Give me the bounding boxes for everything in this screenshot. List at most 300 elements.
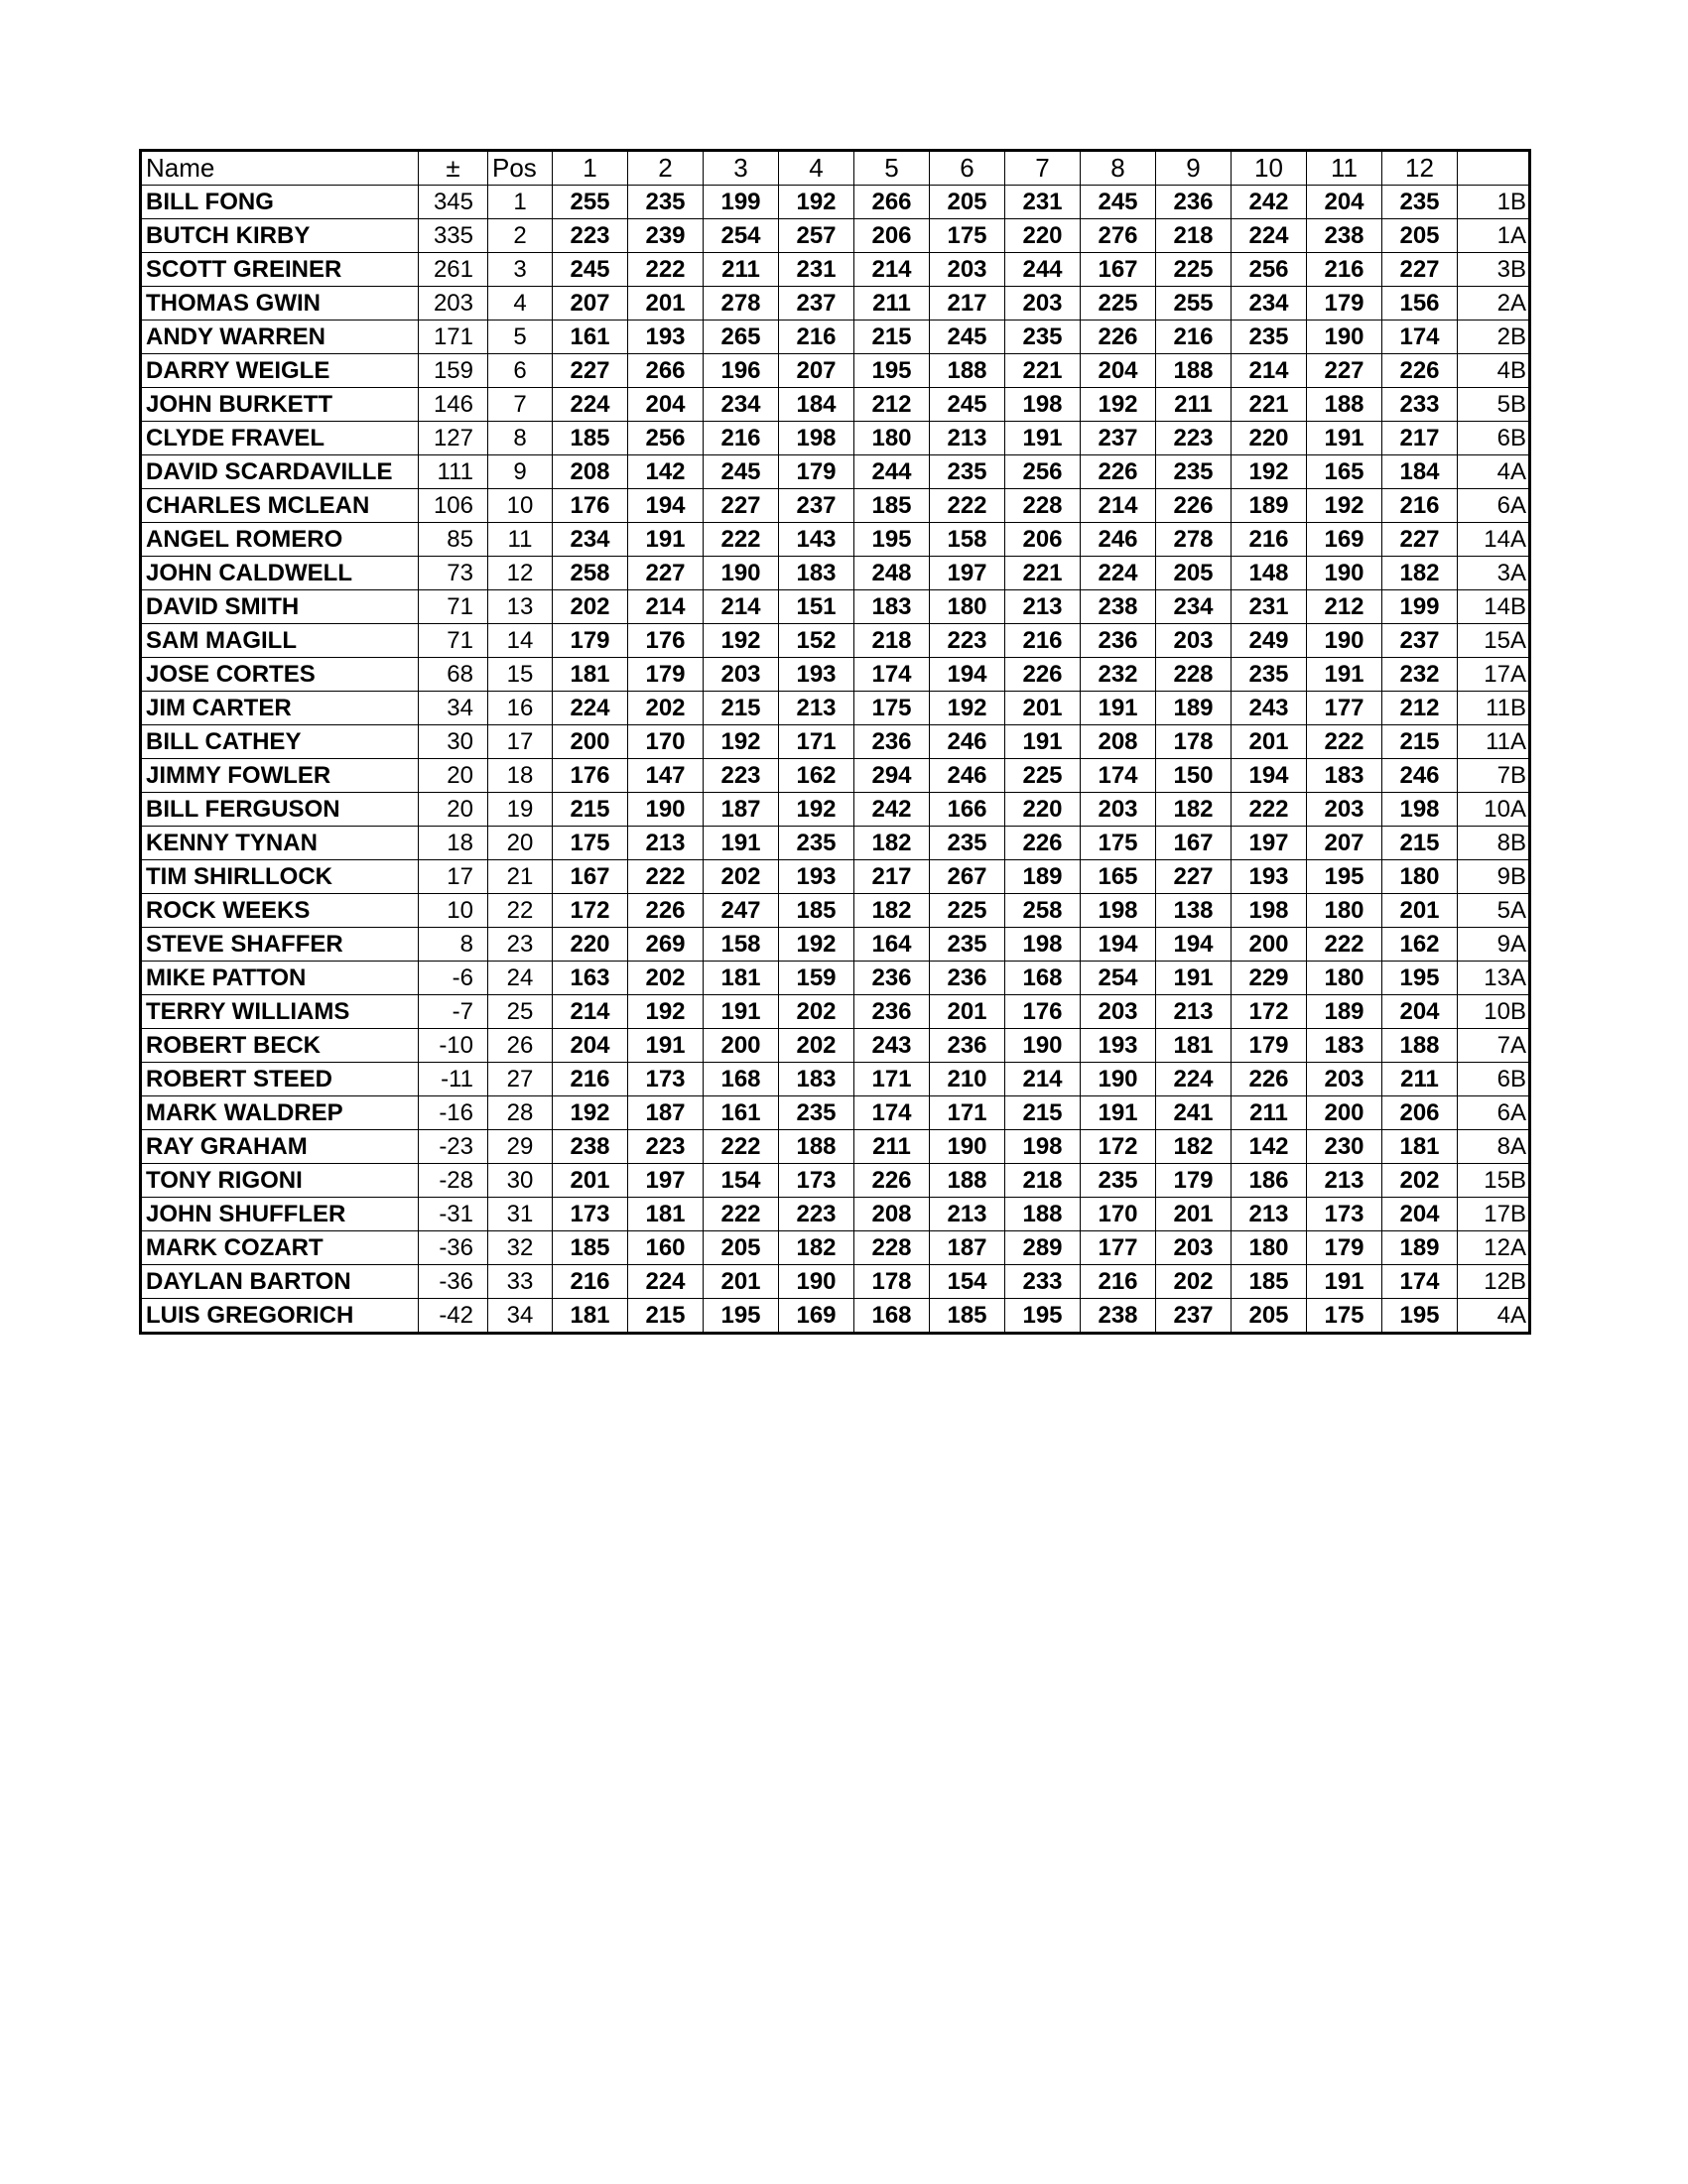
position-value: 17 [488,725,553,759]
plus-minus-value: 20 [419,759,488,793]
game-score: 246 [930,725,1005,759]
game-score: 222 [628,860,704,894]
game-score: 231 [779,253,854,287]
game-score: 245 [1081,186,1156,219]
game-score: 180 [854,422,930,455]
game-score: 226 [1005,658,1081,692]
game-score: 168 [1005,962,1081,995]
table-row [141,489,1530,523]
game-score: 200 [704,1029,779,1063]
game-score: 208 [553,455,628,489]
plus-minus-value: 30 [419,725,488,759]
lane-value: 3B [1458,253,1530,287]
game-score: 193 [779,658,854,692]
game-score: 158 [930,523,1005,557]
header-game-4: 4 [779,151,854,186]
game-score: 184 [779,388,854,422]
game-score: 189 [1005,860,1081,894]
game-score: 197 [1232,827,1307,860]
game-score: 201 [628,287,704,321]
plus-minus-value: 159 [419,354,488,388]
game-score: 235 [628,186,704,219]
game-score: 234 [704,388,779,422]
game-score: 218 [854,624,930,658]
game-score: 222 [1307,928,1382,962]
game-score: 191 [628,1029,704,1063]
header-game-10: 10 [1232,151,1307,186]
game-score: 225 [1005,759,1081,793]
bowler-name: LUIS GREGORICH [141,1299,419,1334]
plus-minus-value: 73 [419,557,488,590]
game-score: 214 [1081,489,1156,523]
game-score: 167 [1081,253,1156,287]
table-row [141,287,1530,321]
game-score: 206 [1005,523,1081,557]
game-score: 179 [553,624,628,658]
game-score: 241 [1156,1096,1232,1130]
bowler-name: ROBERT STEED [141,1063,419,1096]
header-game-1: 1 [553,151,628,186]
game-score: 217 [930,287,1005,321]
game-score: 216 [553,1265,628,1299]
game-score: 212 [854,388,930,422]
game-score: 220 [1005,793,1081,827]
game-score: 214 [628,590,704,624]
position-value: 5 [488,321,553,354]
game-score: 175 [1081,827,1156,860]
game-score: 223 [628,1130,704,1164]
game-score: 235 [779,1096,854,1130]
game-score: 238 [1307,219,1382,253]
game-score: 220 [553,928,628,962]
game-score: 195 [704,1299,779,1334]
game-score: 222 [1307,725,1382,759]
header-row [141,151,1530,186]
game-score: 188 [1156,354,1232,388]
game-score: 237 [1081,422,1156,455]
lane-value: 6A [1458,1096,1530,1130]
game-score: 216 [1307,253,1382,287]
bowler-name: SAM MAGILL [141,624,419,658]
plus-minus-value: 261 [419,253,488,287]
game-score: 211 [704,253,779,287]
table-row [141,793,1530,827]
game-score: 190 [1005,1029,1081,1063]
game-score: 197 [930,557,1005,590]
game-score: 192 [704,725,779,759]
position-value: 4 [488,287,553,321]
game-score: 192 [1232,455,1307,489]
game-score: 154 [704,1164,779,1198]
lane-value: 5B [1458,388,1530,422]
game-score: 222 [930,489,1005,523]
table-row [141,321,1530,354]
game-score: 216 [1382,489,1458,523]
game-score: 201 [704,1265,779,1299]
game-score: 213 [628,827,704,860]
game-score: 238 [1081,590,1156,624]
game-score: 223 [704,759,779,793]
lane-value: 5A [1458,894,1530,928]
game-score: 232 [1081,658,1156,692]
game-score: 212 [1307,590,1382,624]
game-score: 214 [704,590,779,624]
game-score: 191 [1081,692,1156,725]
game-score: 185 [854,489,930,523]
game-score: 231 [1005,186,1081,219]
plus-minus-value: 18 [419,827,488,860]
game-score: 169 [779,1299,854,1334]
lane-value: 10A [1458,793,1530,827]
game-score: 194 [1232,759,1307,793]
table-row [141,725,1530,759]
position-value: 21 [488,860,553,894]
game-score: 236 [1081,624,1156,658]
game-score: 248 [854,557,930,590]
game-score: 245 [553,253,628,287]
game-score: 198 [1081,894,1156,928]
header-game-9: 9 [1156,151,1232,186]
bowler-name: ROCK WEEKS [141,894,419,928]
game-score: 278 [704,287,779,321]
plus-minus-value: -16 [419,1096,488,1130]
game-score: 227 [1382,523,1458,557]
game-score: 196 [704,354,779,388]
table-row [141,1231,1530,1265]
game-score: 190 [1307,624,1382,658]
position-value: 19 [488,793,553,827]
game-score: 203 [1156,624,1232,658]
plus-minus-value: 34 [419,692,488,725]
position-value: 8 [488,422,553,455]
lane-value: 7A [1458,1029,1530,1063]
game-score: 214 [553,995,628,1029]
game-score: 256 [1005,455,1081,489]
game-score: 168 [854,1299,930,1334]
bowler-name: JIMMY FOWLER [141,759,419,793]
game-score: 192 [1307,489,1382,523]
game-score: 171 [854,1063,930,1096]
game-score: 192 [553,1096,628,1130]
lane-value: 12A [1458,1231,1530,1265]
bowler-name: DAVID SCARDAVILLE [141,455,419,489]
game-score: 201 [553,1164,628,1198]
game-score: 179 [1232,1029,1307,1063]
game-score: 234 [1156,590,1232,624]
game-score: 222 [1232,793,1307,827]
plus-minus-value: -23 [419,1130,488,1164]
game-score: 190 [1081,1063,1156,1096]
game-score: 171 [930,1096,1005,1130]
game-score: 151 [779,590,854,624]
bowler-name: CHARLES MCLEAN [141,489,419,523]
plus-minus-value: 171 [419,321,488,354]
position-value: 14 [488,624,553,658]
game-score: 190 [628,793,704,827]
table-row [141,962,1530,995]
table-row [141,692,1530,725]
game-score: 229 [1232,962,1307,995]
game-score: 198 [779,422,854,455]
game-score: 180 [930,590,1005,624]
position-value: 18 [488,759,553,793]
game-score: 195 [854,523,930,557]
game-score: 182 [854,827,930,860]
game-score: 205 [704,1231,779,1265]
game-score: 190 [704,557,779,590]
lane-value: 12B [1458,1265,1530,1299]
game-score: 235 [1232,658,1307,692]
game-score: 150 [1156,759,1232,793]
game-score: 216 [704,422,779,455]
game-score: 173 [1307,1198,1382,1231]
game-score: 226 [1382,354,1458,388]
game-score: 192 [779,793,854,827]
header-lane [1458,151,1530,186]
game-score: 198 [1005,1130,1081,1164]
game-score: 265 [704,321,779,354]
game-score: 191 [1005,725,1081,759]
game-score: 242 [854,793,930,827]
game-score: 180 [1307,962,1382,995]
game-score: 266 [628,354,704,388]
lane-value: 1A [1458,219,1530,253]
game-score: 215 [1382,725,1458,759]
game-score: 218 [1005,1164,1081,1198]
game-score: 175 [854,692,930,725]
game-score: 201 [1156,1198,1232,1231]
game-score: 204 [1382,1198,1458,1231]
bowler-name: SCOTT GREINER [141,253,419,287]
table-row [141,928,1530,962]
table-row [141,1096,1530,1130]
game-score: 207 [553,287,628,321]
plus-minus-value: -36 [419,1231,488,1265]
game-score: 222 [704,523,779,557]
game-score: 226 [854,1164,930,1198]
game-score: 228 [1156,658,1232,692]
game-score: 198 [1005,388,1081,422]
game-score: 235 [779,827,854,860]
game-score: 233 [1382,388,1458,422]
plus-minus-value: 71 [419,590,488,624]
game-score: 193 [779,860,854,894]
game-score: 205 [930,186,1005,219]
game-score: 172 [1232,995,1307,1029]
game-score: 222 [704,1130,779,1164]
game-score: 190 [1307,321,1382,354]
position-value: 32 [488,1231,553,1265]
game-score: 227 [704,489,779,523]
game-score: 224 [553,388,628,422]
game-score: 235 [930,928,1005,962]
position-value: 26 [488,1029,553,1063]
position-value: 9 [488,455,553,489]
game-score: 192 [704,624,779,658]
game-score: 235 [930,827,1005,860]
game-score: 186 [1232,1164,1307,1198]
game-score: 236 [1156,186,1232,219]
game-score: 173 [779,1164,854,1198]
game-score: 247 [704,894,779,928]
position-value: 10 [488,489,553,523]
game-score: 203 [1081,995,1156,1029]
game-score: 276 [1081,219,1156,253]
header-plus-minus: ± [419,151,488,186]
table-row [141,590,1530,624]
game-score: 138 [1156,894,1232,928]
game-score: 168 [704,1063,779,1096]
game-score: 222 [628,253,704,287]
game-score: 189 [1232,489,1307,523]
game-score: 161 [553,321,628,354]
plus-minus-value: -42 [419,1299,488,1334]
game-score: 194 [628,489,704,523]
game-score: 243 [854,1029,930,1063]
game-score: 191 [1307,658,1382,692]
game-score: 195 [1382,1299,1458,1334]
game-score: 201 [1382,894,1458,928]
header-game-12: 12 [1382,151,1458,186]
game-score: 234 [553,523,628,557]
header-name: Name [141,151,419,186]
game-score: 237 [779,489,854,523]
plus-minus-value: -6 [419,962,488,995]
game-score: 148 [1232,557,1307,590]
game-score: 217 [854,860,930,894]
game-score: 236 [930,1029,1005,1063]
game-score: 191 [1307,1265,1382,1299]
game-score: 257 [779,219,854,253]
table-row [141,422,1530,455]
game-score: 200 [1232,928,1307,962]
game-score: 239 [628,219,704,253]
bowler-name: TONY RIGONI [141,1164,419,1198]
position-value: 34 [488,1299,553,1334]
game-score: 226 [628,894,704,928]
game-score: 202 [1382,1164,1458,1198]
header-game-2: 2 [628,151,704,186]
game-score: 235 [1156,455,1232,489]
position-value: 3 [488,253,553,287]
lane-value: 6B [1458,1063,1530,1096]
game-score: 245 [930,321,1005,354]
game-score: 183 [1307,759,1382,793]
game-score: 183 [779,1063,854,1096]
game-score: 172 [553,894,628,928]
game-score: 192 [628,995,704,1029]
game-score: 249 [1232,624,1307,658]
game-score: 174 [1382,1265,1458,1299]
bowler-name: BUTCH KIRBY [141,219,419,253]
game-score: 224 [628,1265,704,1299]
plus-minus-value: 203 [419,287,488,321]
game-score: 180 [1382,860,1458,894]
game-score: 202 [704,860,779,894]
game-score: 184 [1382,455,1458,489]
lane-value: 9B [1458,860,1530,894]
game-score: 235 [1005,321,1081,354]
table-row [141,995,1530,1029]
game-score: 187 [628,1096,704,1130]
game-score: 216 [1156,321,1232,354]
table-row [141,1265,1530,1299]
bowler-name: TIM SHIRLLOCK [141,860,419,894]
game-score: 234 [1232,287,1307,321]
game-score: 177 [1081,1231,1156,1265]
game-score: 224 [1232,219,1307,253]
lane-value: 6A [1458,489,1530,523]
plus-minus-value: -36 [419,1265,488,1299]
game-score: 173 [553,1198,628,1231]
bowler-name: BILL CATHEY [141,725,419,759]
game-score: 213 [1005,590,1081,624]
bowler-name: DARRY WEIGLE [141,354,419,388]
game-score: 236 [854,725,930,759]
game-score: 211 [854,287,930,321]
lane-value: 7B [1458,759,1530,793]
game-score: 189 [1156,692,1232,725]
header-game-11: 11 [1307,151,1382,186]
game-score: 181 [553,658,628,692]
lane-value: 11A [1458,725,1530,759]
bowler-name: ROBERT BECK [141,1029,419,1063]
game-score: 185 [553,1231,628,1265]
game-score: 176 [628,624,704,658]
game-score: 255 [1156,287,1232,321]
game-score: 244 [1005,253,1081,287]
game-score: 185 [553,422,628,455]
table-body [141,186,1530,1334]
game-score: 245 [704,455,779,489]
game-score: 204 [1382,995,1458,1029]
game-score: 213 [930,422,1005,455]
game-score: 218 [1156,219,1232,253]
game-score: 179 [779,455,854,489]
table-row [141,1198,1530,1231]
game-score: 195 [1307,860,1382,894]
plus-minus-value: 345 [419,186,488,219]
game-score: 227 [553,354,628,388]
game-score: 174 [1382,321,1458,354]
game-score: 202 [553,590,628,624]
position-value: 20 [488,827,553,860]
table-row [141,759,1530,793]
game-score: 227 [1156,860,1232,894]
game-score: 179 [628,658,704,692]
game-score: 190 [930,1130,1005,1164]
game-score: 220 [1232,422,1307,455]
table-row [141,624,1530,658]
game-score: 188 [1307,388,1382,422]
game-score: 194 [1081,928,1156,962]
game-score: 180 [1232,1231,1307,1265]
game-score: 188 [1005,1198,1081,1231]
game-score: 246 [930,759,1005,793]
game-score: 164 [854,928,930,962]
game-score: 174 [854,658,930,692]
game-score: 194 [1156,928,1232,962]
game-score: 200 [553,725,628,759]
game-score: 221 [1005,557,1081,590]
lane-value: 15A [1458,624,1530,658]
game-score: 201 [1005,692,1081,725]
game-score: 236 [854,995,930,1029]
game-score: 208 [854,1198,930,1231]
position-value: 29 [488,1130,553,1164]
table-row [141,860,1530,894]
game-score: 236 [854,962,930,995]
